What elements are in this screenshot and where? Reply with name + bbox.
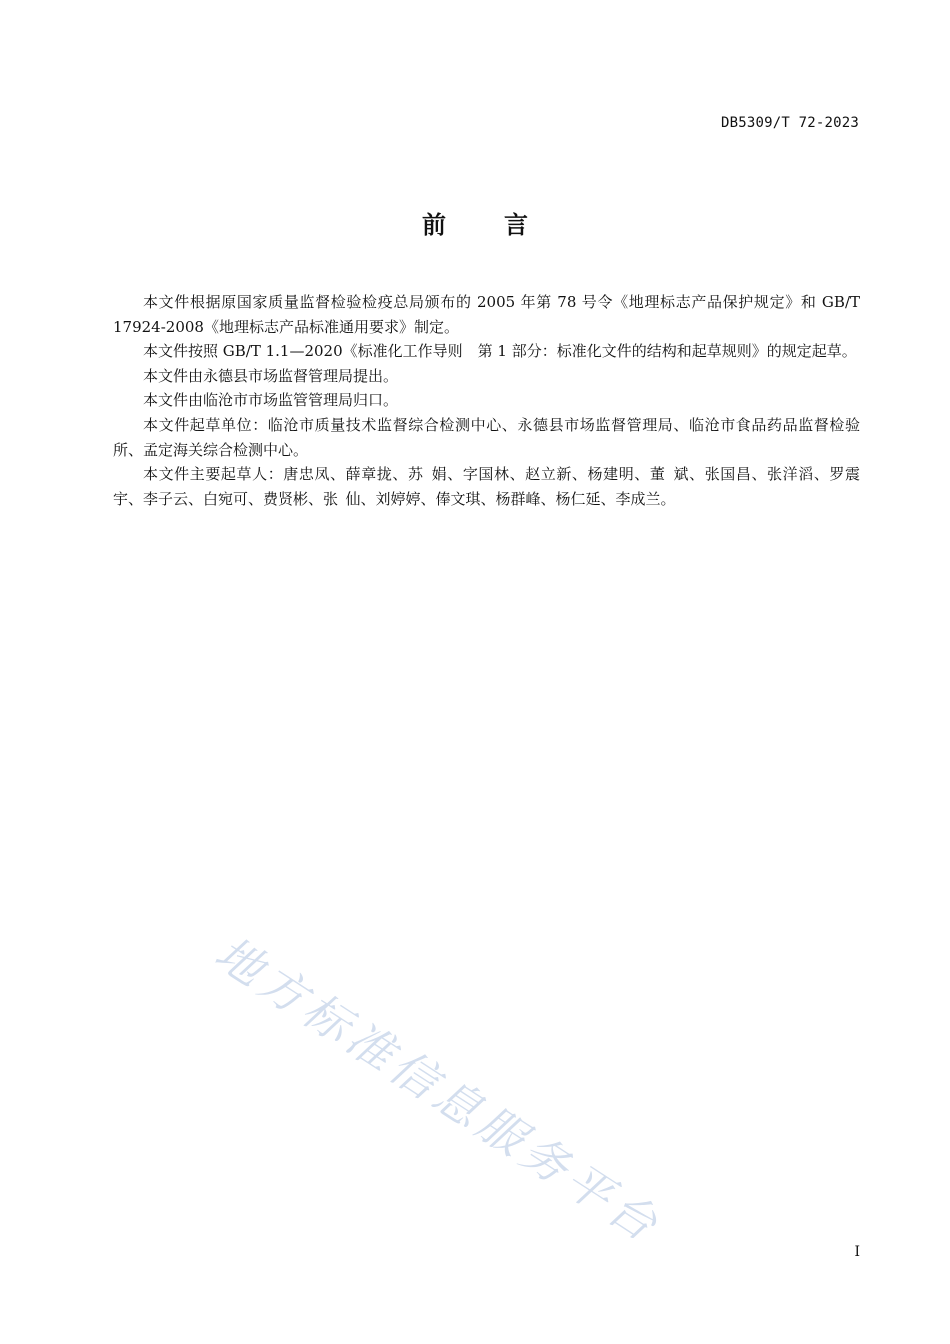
paragraph-proposer: 本文件由永德县市场监督管理局提出。 [143, 366, 399, 385]
paragraph-drafting-units: 本文件起草单位：临沧市质量技术监督综合检测中心、永德县市场监督管理局、临沧市食品药品监督检验所、孟定海关综合检测中心。 [113, 415, 860, 459]
paragraph-drafters: 本文件主要起草人：唐忠凤、薛章拢、苏 娟、字国林、赵立新、杨建明、董 斌、张国昌、张洋滔、罗震宇、李子云、白宛可、费贤彬、张 仙、刘婷婷、俸文琪、杨群峰、杨仁延、李成兰。 [113, 465, 860, 508]
page-title: 前言 [422, 211, 586, 239]
page-number: I [854, 1244, 860, 1260]
paragraph-administrator: 本文件由临沧市市场监管管理局归口。 [143, 391, 399, 410]
paragraph-drafting-rules: 本文件按照 GB/T 1.1—2020《标准化工作导则 第 1 部分：标准化文件的结构和起草规则》的规定起草。 [143, 342, 857, 361]
foreword-body [113, 290, 860, 511]
paragraph-basis: 本文件根据原国家质量监督检验检疫总局颁布的 2005 年第 78 号令《地理标志产品保护规定》和 GB/T 17924-2008《地理标志产品标准通用要求》制定。 [113, 293, 860, 336]
document-code: DB5309/T 72-2023 [720, 115, 859, 131]
watermark: 地方标准信息服务平台 [205, 925, 672, 1255]
